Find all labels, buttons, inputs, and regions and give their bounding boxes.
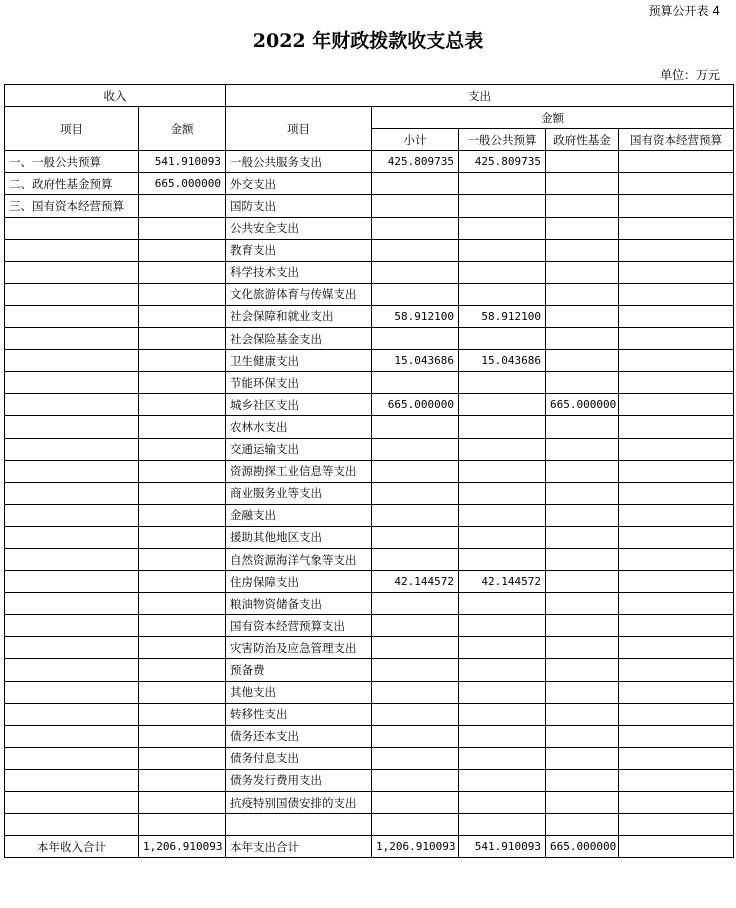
- general-budget-cell: 15.043686: [459, 350, 546, 372]
- subtotal-cell: [372, 548, 459, 570]
- general-budget-cell: [459, 460, 546, 482]
- state-capital-cell: [619, 416, 734, 438]
- general-budget-cell: [459, 814, 546, 836]
- general-budget-cell: [459, 703, 546, 725]
- general-budget-cell: [459, 261, 546, 283]
- general-budget-cell: 58.912100: [459, 305, 546, 327]
- subtotal-cell: [372, 372, 459, 394]
- state-capital-cell: [619, 526, 734, 548]
- table-row: [5, 394, 734, 416]
- income-amount-cell: [139, 372, 226, 394]
- table-row: [5, 195, 734, 217]
- expense-item-cell: 城乡社区支出: [226, 394, 372, 416]
- income-amount-cell: [139, 681, 226, 703]
- expense-item-cell: 文化旅游体育与传媒支出: [226, 283, 372, 305]
- subtotal-cell: [372, 173, 459, 195]
- general-budget-cell: [459, 173, 546, 195]
- income-item-cell: [5, 659, 139, 681]
- income-item-cell: [5, 747, 139, 769]
- state-capital-cell: [619, 372, 734, 394]
- expense-item-cell: 科学技术支出: [226, 261, 372, 283]
- table-row: [5, 350, 734, 372]
- income-amount-cell: [139, 416, 226, 438]
- subtotal-cell: [372, 659, 459, 681]
- income-item-cell: [5, 571, 139, 593]
- expense-item-cell: 一般公共服务支出: [226, 151, 372, 173]
- state-capital-cell: [619, 151, 734, 173]
- general-budget-header: 一般公共预算: [459, 129, 546, 151]
- subtotal-cell: [372, 703, 459, 725]
- subtotal-cell: [372, 769, 459, 791]
- gov-fund-cell: [546, 261, 619, 283]
- state-capital-cell: [619, 571, 734, 593]
- gov-fund-cell: [546, 482, 619, 504]
- expense-item-cell: 预备费: [226, 659, 372, 681]
- subtotal-cell: [372, 504, 459, 526]
- state-capital-cell: [619, 504, 734, 526]
- table-row: [5, 769, 734, 791]
- income-item-cell: [5, 394, 139, 416]
- income-item-cell: [5, 703, 139, 725]
- table-row: [5, 548, 734, 570]
- general-budget-cell: [459, 416, 546, 438]
- income-item-cell: [5, 305, 139, 327]
- expense-item-cell: 转移性支出: [226, 703, 372, 725]
- income-item-cell: [5, 283, 139, 305]
- income-amount-cell: [139, 703, 226, 725]
- subtotal-cell: 58.912100: [372, 305, 459, 327]
- income-total-amount: 1,206.910093: [139, 836, 226, 858]
- subtotal-cell: [372, 615, 459, 637]
- income-amount-cell: [139, 283, 226, 305]
- table-row: [5, 792, 734, 814]
- table-row: [5, 482, 734, 504]
- state-capital-cell: [619, 548, 734, 570]
- general-budget-cell: [459, 526, 546, 548]
- expense-item-cell: 节能环保支出: [226, 372, 372, 394]
- table-row: [5, 438, 734, 460]
- income-amount-cell: [139, 615, 226, 637]
- gov-fund-cell: [546, 526, 619, 548]
- income-item-cell: 三、国有资本经营预算: [5, 195, 139, 217]
- income-header: 收入: [5, 85, 226, 107]
- table-row: [5, 283, 734, 305]
- income-item-cell: [5, 548, 139, 570]
- expense-total-capital: [619, 836, 734, 858]
- general-budget-cell: [459, 725, 546, 747]
- income-item-cell: [5, 217, 139, 239]
- expense-item-cell: 国防支出: [226, 195, 372, 217]
- subtotal-cell: [372, 593, 459, 615]
- expense-item-cell: 教育支出: [226, 239, 372, 261]
- expense-item-cell: 外交支出: [226, 173, 372, 195]
- general-budget-cell: [459, 659, 546, 681]
- expense-item-cell: 粮油物资储备支出: [226, 593, 372, 615]
- totals-row: [5, 836, 734, 858]
- state-capital-cell: [619, 681, 734, 703]
- expense-item-cell: 灾害防治及应急管理支出: [226, 637, 372, 659]
- income-item-cell: [5, 328, 139, 350]
- table-row: [5, 725, 734, 747]
- table-row: [5, 151, 734, 173]
- income-amount-cell: [139, 593, 226, 615]
- general-budget-cell: [459, 328, 546, 350]
- income-item-cell: [5, 615, 139, 637]
- table-row: [5, 173, 734, 195]
- income-amount-cell: [139, 526, 226, 548]
- expense-item-cell: 债务还本支出: [226, 725, 372, 747]
- general-budget-cell: 42.144572: [459, 571, 546, 593]
- income-amount-cell: [139, 394, 226, 416]
- gov-fund-cell: [546, 637, 619, 659]
- expense-amount-header: 金额: [372, 107, 734, 129]
- table-row: [5, 416, 734, 438]
- state-capital-cell: [619, 438, 734, 460]
- income-amount-cell: [139, 217, 226, 239]
- gov-fund-header: 政府性基金: [546, 129, 619, 151]
- state-capital-cell: [619, 460, 734, 482]
- income-amount-cell: [139, 747, 226, 769]
- income-item-cell: [5, 593, 139, 615]
- expense-total-fund: 665.000000: [546, 836, 619, 858]
- header-row-2: [5, 107, 734, 129]
- income-amount-cell: [139, 261, 226, 283]
- expense-total-subtotal: 1,206.910093: [372, 836, 459, 858]
- income-amount-cell: [139, 482, 226, 504]
- state-capital-cell: [619, 173, 734, 195]
- subtotal-cell: [372, 482, 459, 504]
- gov-fund-cell: [546, 703, 619, 725]
- table-row: [5, 681, 734, 703]
- gov-fund-cell: [546, 681, 619, 703]
- general-budget-cell: [459, 792, 546, 814]
- subtotal-cell: [372, 637, 459, 659]
- subtotal-cell: [372, 526, 459, 548]
- table-row: [5, 814, 734, 836]
- subtotal-cell: [372, 681, 459, 703]
- income-amount-header: 金额: [139, 107, 226, 151]
- table-row: [5, 504, 734, 526]
- state-capital-cell: [619, 769, 734, 791]
- gov-fund-cell: [546, 173, 619, 195]
- gov-fund-cell: [546, 593, 619, 615]
- subtotal-cell: [372, 460, 459, 482]
- general-budget-cell: [459, 504, 546, 526]
- general-budget-cell: [459, 283, 546, 305]
- income-amount-cell: [139, 504, 226, 526]
- subtotal-cell: [372, 239, 459, 261]
- state-capital-cell: [619, 593, 734, 615]
- income-total-label: 本年收入合计: [5, 836, 139, 858]
- state-capital-cell: [619, 239, 734, 261]
- income-amount-cell: [139, 814, 226, 836]
- table-row: [5, 328, 734, 350]
- income-item-cell: 一、一般公共预算: [5, 151, 139, 173]
- general-budget-cell: [459, 239, 546, 261]
- income-item-cell: [5, 482, 139, 504]
- state-capital-cell: [619, 217, 734, 239]
- general-budget-cell: [459, 482, 546, 504]
- expense-item-cell: 抗疫特别国债安排的支出: [226, 792, 372, 814]
- gov-fund-cell: [546, 615, 619, 637]
- gov-fund-cell: [546, 725, 619, 747]
- subtotal-cell: [372, 725, 459, 747]
- gov-fund-cell: [546, 217, 619, 239]
- subtotal-cell: [372, 195, 459, 217]
- page-title: 2022 年财政拨款收支总表: [252, 30, 484, 52]
- table-row: [5, 637, 734, 659]
- income-item-cell: [5, 769, 139, 791]
- income-item-cell: [5, 239, 139, 261]
- expense-item-cell: 金融支出: [226, 504, 372, 526]
- subtotal-cell: 665.000000: [372, 394, 459, 416]
- table-row: [5, 305, 734, 327]
- table-row: [5, 571, 734, 593]
- gov-fund-cell: [546, 350, 619, 372]
- expense-item-cell: 公共安全支出: [226, 217, 372, 239]
- income-amount-cell: [139, 460, 226, 482]
- gov-fund-cell: [546, 769, 619, 791]
- state-capital-cell: [619, 261, 734, 283]
- income-item-cell: [5, 637, 139, 659]
- income-amount-cell: [139, 571, 226, 593]
- subtotal-cell: [372, 217, 459, 239]
- expense-item-cell: 商业服务业等支出: [226, 482, 372, 504]
- income-item-cell: [5, 438, 139, 460]
- expense-item-cell: 其他支出: [226, 681, 372, 703]
- state-capital-cell: [619, 328, 734, 350]
- general-budget-cell: [459, 195, 546, 217]
- gov-fund-cell: [546, 571, 619, 593]
- income-item-cell: [5, 792, 139, 814]
- gov-fund-cell: [546, 372, 619, 394]
- income-amount-cell: [139, 239, 226, 261]
- state-capital-cell: [619, 350, 734, 372]
- table-row: [5, 372, 734, 394]
- subtotal-cell: [372, 792, 459, 814]
- general-budget-cell: [459, 681, 546, 703]
- state-capital-cell: [619, 703, 734, 725]
- income-amount-cell: [139, 438, 226, 460]
- gov-fund-cell: [546, 151, 619, 173]
- subtotal-cell: [372, 328, 459, 350]
- income-amount-cell: 541.910093: [139, 151, 226, 173]
- expense-item-cell: 社会保障和就业支出: [226, 305, 372, 327]
- gov-fund-cell: [546, 416, 619, 438]
- expense-item-cell: 债务付息支出: [226, 747, 372, 769]
- general-budget-cell: [459, 394, 546, 416]
- gov-fund-cell: [546, 814, 619, 836]
- budget-table: [4, 84, 734, 858]
- state-capital-cell: [619, 814, 734, 836]
- income-amount-cell: [139, 659, 226, 681]
- income-item-header: 项目: [5, 107, 139, 151]
- gov-fund-cell: [546, 460, 619, 482]
- subtotal-cell: 42.144572: [372, 571, 459, 593]
- general-budget-cell: [459, 217, 546, 239]
- table-row: [5, 659, 734, 681]
- subtotal-cell: [372, 438, 459, 460]
- header-row-1: [5, 85, 734, 107]
- table-row: [5, 593, 734, 615]
- income-item-cell: [5, 261, 139, 283]
- subtotal-cell: [372, 814, 459, 836]
- income-item-cell: [5, 814, 139, 836]
- table-row: [5, 526, 734, 548]
- state-capital-header: 国有资本经营预算: [619, 129, 734, 151]
- subtotal-cell: 425.809735: [372, 151, 459, 173]
- expense-item-cell: 债务发行费用支出: [226, 769, 372, 791]
- general-budget-cell: [459, 769, 546, 791]
- gov-fund-cell: [546, 792, 619, 814]
- gov-fund-cell: [546, 438, 619, 460]
- income-amount-cell: [139, 328, 226, 350]
- state-capital-cell: [619, 792, 734, 814]
- table-row: [5, 217, 734, 239]
- unit-label: 单位：万元: [659, 68, 720, 82]
- general-budget-cell: [459, 548, 546, 570]
- expense-item-cell: 卫生健康支出: [226, 350, 372, 372]
- expense-total-general: 541.910093: [459, 836, 546, 858]
- state-capital-cell: [619, 725, 734, 747]
- income-amount-cell: [139, 350, 226, 372]
- income-item-cell: [5, 372, 139, 394]
- state-capital-cell: [619, 637, 734, 659]
- table-row: [5, 615, 734, 637]
- gov-fund-cell: 665.000000: [546, 394, 619, 416]
- income-item-cell: [5, 681, 139, 703]
- table-row: [5, 703, 734, 725]
- table-row: [5, 460, 734, 482]
- income-amount-cell: [139, 637, 226, 659]
- table-row: [5, 261, 734, 283]
- expense-total-label: 本年支出合计: [226, 836, 372, 858]
- state-capital-cell: [619, 615, 734, 637]
- general-budget-cell: [459, 372, 546, 394]
- state-capital-cell: [619, 659, 734, 681]
- state-capital-cell: [619, 394, 734, 416]
- gov-fund-cell: [546, 548, 619, 570]
- income-item-cell: [5, 526, 139, 548]
- gov-fund-cell: [546, 283, 619, 305]
- income-amount-cell: [139, 792, 226, 814]
- income-item-cell: [5, 416, 139, 438]
- subtotal-header: 小计: [372, 129, 459, 151]
- gov-fund-cell: [546, 305, 619, 327]
- general-budget-cell: [459, 438, 546, 460]
- expense-item-cell: 国有资本经营预算支出: [226, 615, 372, 637]
- state-capital-cell: [619, 747, 734, 769]
- general-budget-cell: [459, 637, 546, 659]
- general-budget-cell: [459, 747, 546, 769]
- expense-item-cell: 资源勘探工业信息等支出: [226, 460, 372, 482]
- general-budget-cell: [459, 593, 546, 615]
- gov-fund-cell: [546, 239, 619, 261]
- subtotal-cell: [372, 416, 459, 438]
- income-amount-cell: [139, 725, 226, 747]
- subtotal-cell: 15.043686: [372, 350, 459, 372]
- income-amount-cell: 665.000000: [139, 173, 226, 195]
- expense-item-cell: 农林水支出: [226, 416, 372, 438]
- gov-fund-cell: [546, 659, 619, 681]
- expense-item-cell: [226, 814, 372, 836]
- state-capital-cell: [619, 195, 734, 217]
- gov-fund-cell: [546, 504, 619, 526]
- table-row: [5, 239, 734, 261]
- income-amount-cell: [139, 305, 226, 327]
- gov-fund-cell: [546, 328, 619, 350]
- subtotal-cell: [372, 283, 459, 305]
- expense-item-cell: 交通运输支出: [226, 438, 372, 460]
- income-amount-cell: [139, 548, 226, 570]
- state-capital-cell: [619, 283, 734, 305]
- expense-item-cell: 援助其他地区支出: [226, 526, 372, 548]
- gov-fund-cell: [546, 747, 619, 769]
- income-amount-cell: [139, 769, 226, 791]
- form-number-label: 预算公开表 4: [648, 4, 720, 18]
- table-row: [5, 747, 734, 769]
- income-item-cell: [5, 350, 139, 372]
- expense-item-cell: 社会保险基金支出: [226, 328, 372, 350]
- income-amount-cell: [139, 195, 226, 217]
- state-capital-cell: [619, 305, 734, 327]
- general-budget-cell: [459, 615, 546, 637]
- expense-item-header: 项目: [226, 107, 372, 151]
- state-capital-cell: [619, 482, 734, 504]
- income-item-cell: [5, 725, 139, 747]
- subtotal-cell: [372, 261, 459, 283]
- income-item-cell: [5, 460, 139, 482]
- gov-fund-cell: [546, 195, 619, 217]
- income-item-cell: 二、政府性基金预算: [5, 173, 139, 195]
- income-item-cell: [5, 504, 139, 526]
- general-budget-cell: 425.809735: [459, 151, 546, 173]
- expense-header: 支出: [226, 85, 734, 107]
- subtotal-cell: [372, 747, 459, 769]
- expense-item-cell: 住房保障支出: [226, 571, 372, 593]
- expense-item-cell: 自然资源海洋气象等支出: [226, 548, 372, 570]
